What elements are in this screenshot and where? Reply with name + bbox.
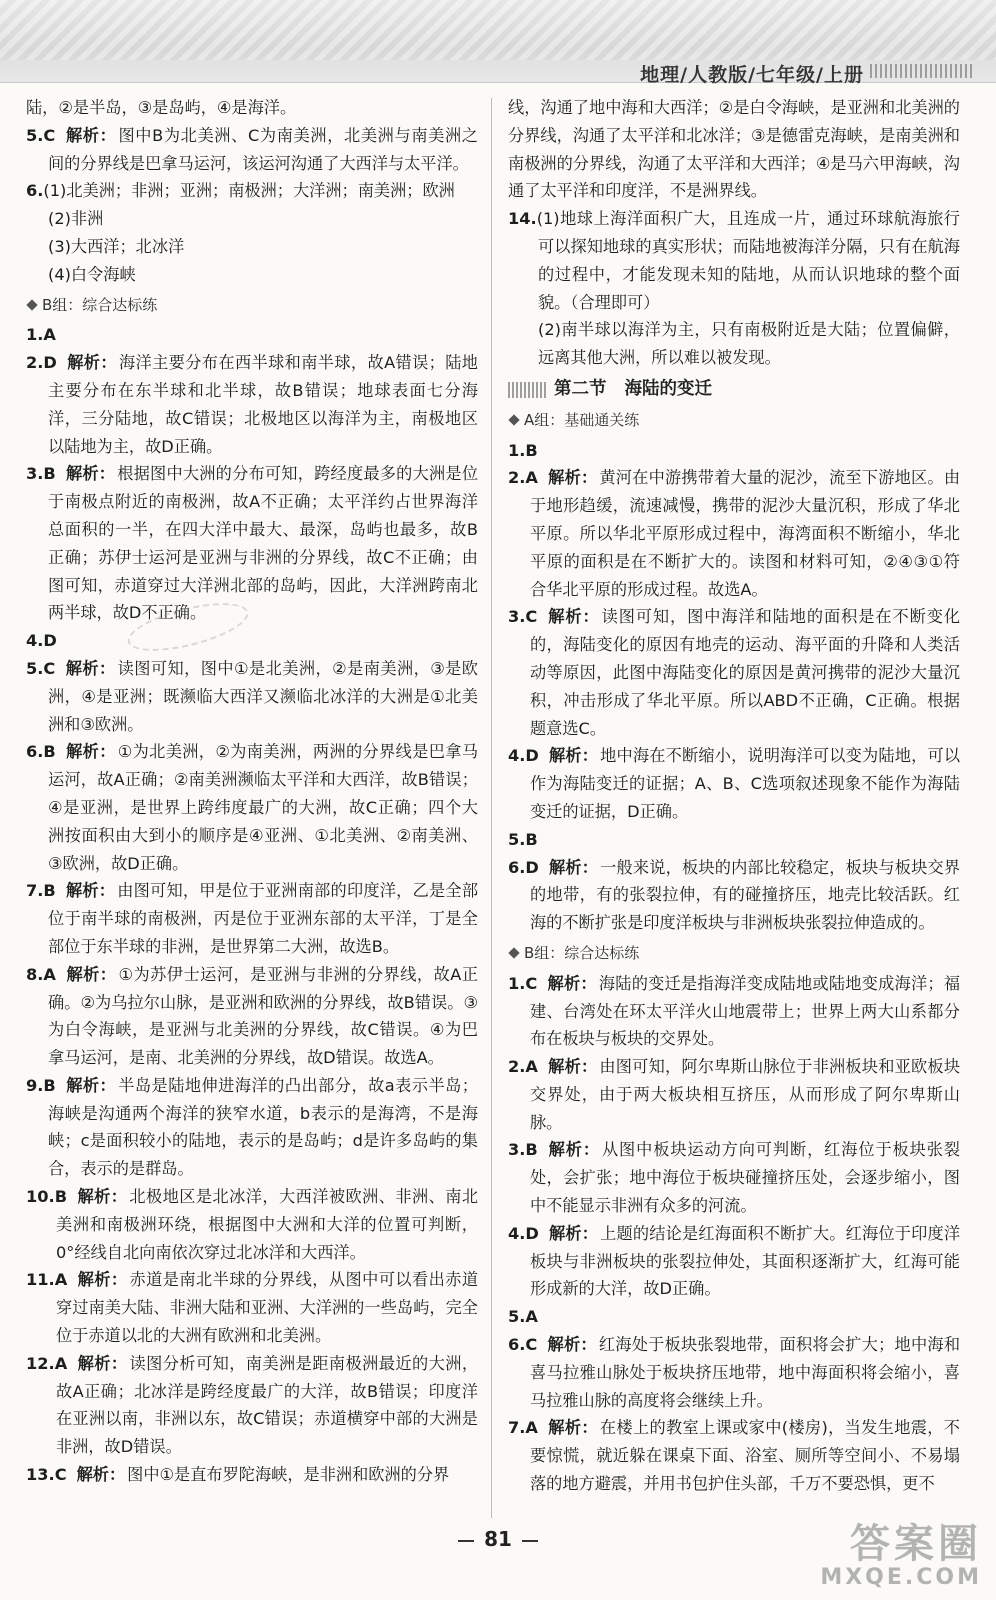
column-divider	[491, 98, 492, 1518]
answer-text: 赤道是南北半球的分界线，从图中可以看出赤道穿过南美大陆、非洲大陆和亚洲、大洋洲的一些岛屿，完全位于赤道以北的大洲有欧洲和北美洲。	[56, 1270, 479, 1346]
question-number: 14.	[508, 209, 537, 229]
answer-letter: D	[525, 746, 539, 766]
answer-item	[508, 1331, 960, 1414]
answer-text: 图中B为北美洲、C为南美洲，北美洲与南美洲之间的分界线是巴拿马运河，该运河沟通了大西洋与太平洋。	[48, 125, 478, 173]
analysis-label: 解析：	[77, 1187, 128, 1207]
answer-item	[26, 1266, 478, 1349]
question-number: 5.	[26, 125, 44, 145]
answer-letter: C	[525, 973, 538, 993]
answer-text: ①为北美洲，②为南美洲，两洲的分界线是巴拿马运河，故A正确；②南美洲濒临太平洋和大西洋，故B错误；④是亚洲，是世界上跨纬度最广的大洲，故C正确；四个大洲按面积由大到小的顺序是④亚洲、①北美洲、②南美洲、③欧洲，故D正确。	[48, 742, 479, 873]
answer-letter: A	[43, 325, 56, 345]
answer-letter: B	[525, 829, 538, 849]
diamond-icon	[508, 947, 519, 958]
analysis-label: 解析：	[547, 1140, 600, 1160]
answer-text: 在楼上的教室上课或家中(楼房)，当发生地震，不要惊慌，就近躲在课桌下面、浴室、厕所等空间小、不易塌落的地方避震，并用书包护住头部，千万不要恐惧，更不	[530, 1418, 960, 1494]
answer-letter: D	[43, 353, 57, 373]
answer-subitem: (3)大西洋；北冰洋	[48, 236, 185, 256]
answer-text: 红海处于板块张裂地带，面积将会扩大；地中海和喜马拉雅山脉处于板块挤压地带，地中海面积将会缩小，喜马拉雅山脉的高度将会继续上升。	[530, 1335, 961, 1410]
analysis-label: 解析：	[77, 1270, 128, 1290]
answer-letter: C	[525, 607, 538, 627]
group-heading-text: A组：基础通关练	[524, 410, 640, 429]
group-heading	[26, 292, 478, 320]
diamond-icon	[508, 414, 519, 425]
answer-item	[508, 1414, 960, 1497]
answer-letter: A	[54, 1353, 68, 1373]
section-stripes-icon	[508, 382, 546, 398]
analysis-label: 解析：	[548, 746, 599, 766]
answer-letter: B	[525, 1140, 538, 1160]
answer-text: 北极地区是北冰洋，大西洋被欧洲、非洲、南北美洲和南极洲环绕，根据图中大洲和大洋的位置可判断，0°经线自北向南依次穿过北冰洋和大西洋。	[56, 1187, 479, 1262]
question-number: 2.	[26, 353, 44, 373]
answer-letter: C	[43, 125, 56, 145]
answer-text: 地中海在不断缩小，说明海洋可以变为陆地，可以作为海陆变迁的证据；A、B、C选项叙述现象不能作为海陆变迁的证据，D正确。	[530, 746, 961, 821]
analysis-label: 解析：	[76, 1465, 126, 1485]
answer-item	[508, 1220, 960, 1303]
answer-text: ①为苏伊士运河，是亚洲与非洲的分界线，故A正确。②为乌拉尔山脉，是亚洲和欧洲的分界线，故B错误。③为白令海峡，是亚洲与北美洲的分界线，故C错误。④为巴拿马运河，是南、北美洲的分界线，故D错误。故选A。	[48, 964, 479, 1068]
watermark-title: 答案圈	[850, 1521, 982, 1567]
question-number: 5.	[508, 829, 526, 849]
answer-item	[26, 1350, 478, 1461]
answer-text: 根据图中大洲的分布可知，跨经度最多的大洲是位于南极点附近的南极洲，故A不正确；太平洋约占世界海洋总面积的一半，在四大洋中最大、最深，岛屿也最多，故B正确；苏伊士运河是亚洲与非洲的分界线，故C不正确；由图可知，赤道穿过大洋洲北部的岛屿，因此，大洋洲跨南北两半球，故D不正确。	[48, 464, 479, 623]
analysis-label: 解析：	[77, 1353, 128, 1373]
analysis-label: 解析：	[65, 658, 116, 678]
question-number: 10.	[26, 1187, 55, 1207]
question-number: 7.	[508, 1418, 526, 1438]
question-number: 5.	[26, 658, 44, 678]
question-number: 6.	[508, 1335, 526, 1355]
question-number: 7.	[26, 881, 44, 901]
question-number: 13.	[26, 1465, 55, 1485]
answer-text: 读图可知，图中①是北美洲，②是南美洲，③是欧洲，④是亚洲；既濒临大西洋又濒临北冰洋的大洲是①北美洲和③欧洲。	[48, 658, 478, 734]
analysis-label: 解析：	[65, 464, 116, 484]
answer-item	[26, 1072, 478, 1183]
header-dots-decoration	[870, 64, 974, 78]
question-number: 5.	[508, 1307, 526, 1327]
answer-letter: B	[43, 1075, 56, 1095]
answer-item	[508, 205, 960, 316]
answer-text: 黄河在中游携带着大量的泥沙，流至下游地区。由于地形趋缓，流速减慢，携带的泥沙大量沉积，形成了华北平原。所以华北平原形成过程中，海湾面积不断缩小，华北平原的面积是在不断扩大的。读图和材料可知，②④③①符合华北平原的形成过程。故选A。	[530, 468, 961, 599]
answer-item	[26, 321, 478, 349]
answer-text: 由图可知，甲是位于亚洲南部的印度洋，乙是全部位于南半球的南极洲，丙是位于亚洲东部的太平洋，丁是全部位于东半球的非洲，是世界第二大洲，故选B。	[48, 881, 479, 956]
question-number: 6.	[26, 181, 44, 201]
answer-letter: D	[525, 857, 539, 877]
group-heading	[508, 407, 960, 435]
answer-text: 读图可知，图中海洋和陆地的面积是在不断变化的，海陆变化的原因有地壳的运动、海平面的升降和人类活动等原因，此图中海陆变化的原因是黄河携带的泥沙大量沉积，冲击形成了华北平原。所以ABD不正确，C正确。根据题意选C。	[530, 607, 961, 738]
question-number: 2.	[508, 1057, 526, 1077]
answer-text: 一般来说，板块的内部比较稳定，板块与板块交界的地带，有的张裂拉伸，有的碰撞挤压，地壳比较活跃。红海的不断扩张是印度洋板块与非洲板块张裂拉伸造成的。	[530, 857, 961, 933]
section-heading	[508, 376, 960, 404]
group-heading-text: B组：综合达标练	[42, 295, 158, 314]
left-column	[26, 94, 478, 1489]
answer-letter: A	[525, 1418, 538, 1438]
group-heading	[508, 940, 960, 968]
question-number: 11.	[26, 1270, 55, 1290]
analysis-label: 解析：	[547, 1418, 598, 1438]
answer-letter: C	[525, 1335, 538, 1355]
answer-item	[508, 826, 960, 854]
answer-letter: D	[525, 1223, 539, 1243]
answer-text: (1)地球上海洋面积广大，且连成一片，通过环球航海旅行可以探知地球的真实形状；而陆地被海洋分隔，只有在航海的过程中，才能发现未知的陆地，从而认识地球的整个面貌。（合理即可）	[536, 209, 960, 312]
answer-item	[26, 177, 478, 205]
question-number: 6.	[26, 742, 44, 762]
answer-item	[508, 1053, 960, 1136]
answer-item	[508, 437, 960, 465]
answer-text: 从图中板块运动方向可判断，红海位于板块张裂处，会扩张；地中海位于板块碰撞挤压处，会逐步缩小，图中不能显示非洲有众多的河流。	[530, 1140, 961, 1216]
analysis-label: 解析：	[65, 1075, 117, 1095]
section-number: 第二节	[554, 378, 607, 399]
analysis-label: 解析：	[547, 607, 600, 627]
answer-subitem: (2)非洲	[48, 209, 104, 229]
answer-text: 由图可知，阿尔卑斯山脉位于非洲板块和亚欧板块交界处，由于两大板块相互挤压，从而形成了阿尔卑斯山脉。	[530, 1057, 961, 1132]
answer-letter: B	[54, 1187, 68, 1207]
answer-item	[508, 742, 960, 825]
question-number: 3.	[508, 1140, 526, 1160]
analysis-label: 解析：	[548, 1223, 599, 1243]
right-column	[508, 94, 960, 1498]
answer-letter: B	[43, 742, 56, 762]
answer-item	[26, 961, 478, 1072]
answer-subitem: (4)白令海峡	[48, 264, 136, 284]
question-number: 3.	[26, 464, 44, 484]
answer-continuation: 陆，②是半岛，③是岛屿，④是海洋。	[26, 98, 297, 117]
analysis-label: 解析：	[547, 973, 597, 993]
analysis-label: 解析：	[65, 742, 116, 762]
answer-item	[26, 460, 478, 627]
analysis-label: 解析：	[65, 964, 117, 984]
question-number: 4.	[508, 1223, 526, 1243]
answer-item	[26, 1183, 478, 1266]
analysis-label: 解析：	[65, 125, 117, 145]
analysis-label: 解析：	[547, 468, 598, 488]
question-number: 1.	[26, 325, 44, 345]
answer-letter: A	[43, 964, 56, 984]
answer-text: 半岛是陆地伸进海洋的凸出部分，故a表示半岛；海峡是沟通两个海洋的狭窄水道，b表示的是海湾，不是海峡；c是面积较小的陆地，表示的是岛屿；d是许多岛屿的集合，表示的是群岛。	[48, 1075, 478, 1179]
subject-title: 地理/人教版/七年级/上册	[640, 64, 864, 86]
watermark-url: MXQE.COM	[820, 1565, 982, 1590]
answer-letter: B	[43, 464, 56, 484]
answer-item	[26, 1461, 478, 1489]
answer-letter: A	[525, 468, 538, 488]
watermark-logo	[792, 1522, 982, 1594]
group-heading-text: B组：综合达标练	[524, 943, 640, 962]
answer-subitem: (2)南半球以海洋为主，只有南极附近是大陆；位置偏僻，远离其他大洲，所以难以被发现。	[538, 320, 960, 368]
answer-text: 图中①是直布罗陀海峡，是非洲和欧洲的分界	[127, 1465, 450, 1485]
answer-item	[508, 603, 960, 742]
question-number: 9.	[26, 1075, 44, 1095]
analysis-label: 解析：	[66, 353, 117, 373]
answer-item	[26, 627, 478, 655]
answer-letter: B	[525, 440, 538, 460]
answer-text: (1)北美洲；非洲；亚洲；南极洲；大洋洲；南美洲；欧洲	[43, 181, 455, 201]
question-number: 12.	[26, 1353, 55, 1373]
question-number: 4.	[26, 631, 44, 651]
section-title: 海陆的变迁	[624, 378, 712, 399]
diamond-icon	[26, 299, 37, 310]
answer-item	[508, 464, 960, 603]
analysis-label: 解析：	[65, 881, 116, 901]
analysis-label: 解析：	[547, 1335, 597, 1355]
answer-letter: A	[525, 1307, 538, 1327]
answer-text: 海洋主要分布在西半球和南半球，故A错误；陆地主要分布在东半球和北半球，故B错误；地球表面七分海洋，三分陆地，故C错误；北极地区以海洋为主，南极地区以陆地为主，故D正确。	[48, 353, 478, 456]
answer-letter: B	[43, 881, 56, 901]
question-number: 1.	[508, 440, 526, 460]
question-number: 2.	[508, 468, 526, 488]
answer-text: 海陆的变迁是指海洋变成陆地或陆地变成海洋；福建、台湾处在环太平洋火山地震带上；世界上两大山系都分布在板块与板块的交界处。	[530, 973, 961, 1049]
question-number: 3.	[508, 607, 526, 627]
question-number: 6.	[508, 857, 526, 877]
answer-item	[508, 1136, 960, 1219]
answer-text: 上题的结论是红海面积不断扩大。红海位于印度洋板块与非洲板块的张裂拉伸处，其面积逐渐扩大，红海可能形成新的大洋，故D正确。	[530, 1223, 961, 1299]
answer-item	[508, 1303, 960, 1331]
answer-letter: C	[54, 1465, 67, 1485]
analysis-label: 解析：	[547, 1057, 598, 1077]
analysis-label: 解析：	[548, 857, 599, 877]
answer-item	[26, 738, 478, 877]
answer-item	[26, 877, 478, 960]
answer-item	[508, 854, 960, 937]
answer-item	[26, 349, 478, 460]
question-number: 4.	[508, 746, 526, 766]
answer-continuation: 线，沟通了地中海和大西洋；②是白令海峡，是亚洲和北美洲的分界线，沟通了太平洋和北冰洋；③是德雷克海峡，是南美洲和南极洲的分界线，沟通了太平洋和大西洋；④是马六甲海峡，沟通了太平洋和印度洋，不是洲界线。	[508, 98, 960, 201]
question-number: 1.	[508, 973, 526, 993]
answer-letter: A	[525, 1057, 538, 1077]
page-number-text: 81	[484, 1527, 512, 1551]
question-number: 8.	[26, 964, 44, 984]
answer-letter: D	[43, 631, 57, 651]
answer-item	[26, 122, 478, 178]
answer-letter: A	[54, 1270, 68, 1290]
answer-letter: C	[43, 658, 56, 678]
answer-text: 读图分析可知，南美洲是距南极洲最近的大洲，故A正确；北冰洋是跨经度最广的大洋，故B错误；印度洋在亚洲以南，非洲以东，故C错误；赤道横穿中部的大洲是非洲，故D错误。	[56, 1353, 479, 1457]
answer-item	[508, 970, 960, 1053]
answer-item	[26, 655, 478, 738]
